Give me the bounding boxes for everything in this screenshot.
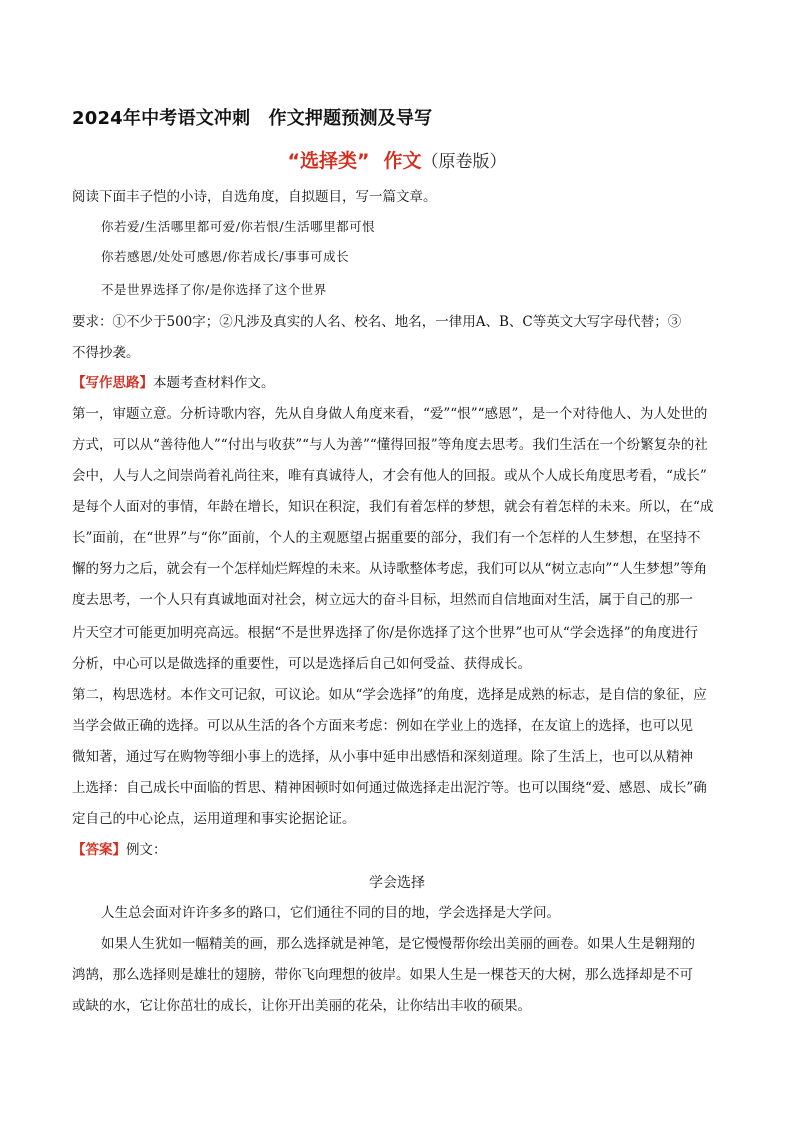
prompt-intro: 阅读下面丰子恺的小诗，自选角度，自拟题目，写一篇文章。 — [72, 189, 437, 205]
poem-line: 你若感恩/处处可感恩/你若成长/事事可成长 — [101, 249, 350, 264]
analysis-intro: 本题考查材料作文。 — [153, 375, 275, 391]
analysis-line: 方式，可以从“善待他人”“付出与收获”“与人为善”“懂得回报”等角度去思考。我们生活在一个纷繁复杂的社 — [72, 437, 708, 453]
essay-line: 如果人生犹如一幅精美的画，那么选择就是神笔，是它慢慢帮你绘出美丽的画卷。如果人生是翱翔的 — [101, 936, 695, 952]
analysis-label: 写作思路 — [85, 375, 140, 391]
analysis-line: 第一，审题立意。分析诗歌内容，先从自身做人角度来看，“爱”“恨”“感恩”，是一个对待他人、为人处世的 — [72, 406, 708, 422]
essay-line: 鸿鹄，那么选择则是雄壮的翅膀，带你飞向理想的彼岸。如果人生是一棵苍天的大树，那么选择却是不可 — [72, 967, 693, 983]
subtitle-word: 作文 — [383, 150, 422, 172]
poem-line: 不是世界选择了你/是你选择了这个世界 — [101, 282, 327, 297]
document-subtitle — [0, 146, 794, 173]
subtitle-edition: （原卷版） — [421, 152, 507, 172]
answer-heading: 【答案】例文： — [72, 842, 167, 858]
analysis-line: 是每个人面对的事情，年龄在增长，知识在积淀，我们有着怎样的梦想，就会有着怎样的未来。所以，在“成 — [72, 499, 714, 515]
analysis-line: 长”面前，在“世界”与“你”面前，个人的主观愿望占据重要的部分，我们有一个怎样的人生梦想，在坚持不 — [72, 530, 701, 546]
analysis-heading: 【写作思路】本题考查材料作文。 — [72, 375, 275, 391]
analysis-line: 当学会做正确的选择。可以从生活的各个方面来考虑：例如在学业上的选择，在友谊上的选择，也可以见 — [72, 718, 693, 734]
answer-intro: 例文： — [126, 842, 167, 858]
analysis-line: 第二，构思选材。本作文可记叙，可议论。如从“学会选择”的角度，选择是成熟的标志，是自信的象征，应 — [72, 687, 707, 703]
essay-line: 人生总会面对许许多多的路口，它们通往不同的目的地，学会选择是大学问。 — [101, 905, 560, 921]
analysis-line: 懈的努力之后，就会有一个怎样灿烂辉煌的未来。从诗歌整体考虑，我们可以从“树立志向”“人生梦想”等角 — [72, 561, 708, 577]
subtitle-category: “选择类” — [287, 150, 370, 172]
analysis-line: 会中，人与人之间崇尚着礼尚往来，唯有真诚待人，才会有他人的回报。或从个人成长角度思考看，“成长” — [72, 468, 707, 484]
requirements-line: 要求：①不少于500字；②凡涉及真实的人名、校名、地名，一律用A、B、C等英文大写字母代替；③ — [72, 314, 682, 330]
analysis-line: 上选择：自己成长中面临的哲思、精神困顿时如何通过做选择走出泥泞等。也可以围绕“爱、感恩、成长”确 — [72, 780, 707, 796]
requirements-line: 不得抄袭。 — [72, 345, 140, 361]
analysis-line: 度去思考，一个人只有真诚地面对社会，树立远大的奋斗目标，坦然而自信地面对生活，属于自己的那一 — [72, 592, 693, 608]
analysis-line: 分析，中心可以是做选择的重要性，可以是选择后自己如何受益、获得成长。 — [72, 656, 531, 672]
answer-label: 答案 — [85, 842, 113, 858]
analysis-line: 片天空才可能更加明亮高远。根据“不是世界选择了你/是你选择了这个世界”也可从“学会选择”的角度进行 — [72, 625, 699, 641]
essay-line: 或缺的水，它让你茁壮的成长，让你开出美丽的花朵，让你结出丰收的硕果。 — [72, 998, 531, 1014]
poem-line: 你若爱/生活哪里都可爱/你若恨/生活哪里都可恨 — [101, 219, 376, 234]
essay-title: 学会选择 — [369, 875, 425, 891]
analysis-line: 微知著，通过写在购物等细小事上的选择，从小事中延申出感悟和深刻道理。除了生活上，也可以从精神 — [72, 749, 693, 765]
document-title: 2024年中考语文冲刺 作文押题预测及导写 — [72, 108, 433, 129]
analysis-line: 定自己的中心论点，运用道理和事实论据论证。 — [72, 811, 356, 827]
